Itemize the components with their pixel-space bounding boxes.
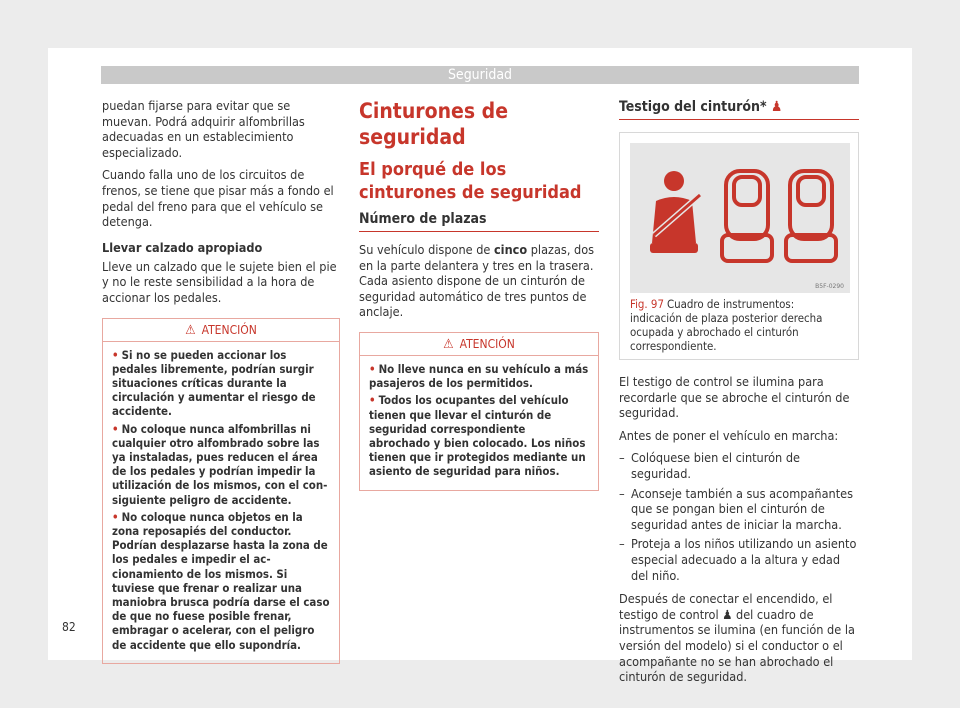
column-1: [102, 98, 340, 664]
paragraph: El testigo de control se ilumina para recordarle que se abroche el cinturón de seguridad.: [619, 374, 850, 421]
seatbelt-indicator-illustration: [630, 143, 850, 293]
seatbelt-person-icon: [650, 171, 700, 253]
seat-icon: [722, 171, 772, 261]
column-3: [619, 98, 859, 692]
seatbelt-person-icon: ♟: [722, 606, 733, 622]
page-number: 82: [62, 620, 76, 634]
figure-caption: Fig. 97 Cuadro de instrumentos: indicación de plaza posterior derecha ocupada y abrochado el cinturón correspondiente.: [630, 297, 823, 353]
figure-box: [619, 132, 859, 360]
paragraph: Lleve un calzado que le sujete bien el pie y no le reste sensibilidad a la hora de accionar los pedales.: [102, 258, 337, 305]
topic-heading: Número de plazas: [359, 210, 599, 232]
warning-box: [102, 318, 340, 664]
list-item: – Colóquese bien el cinturón de seguridad.: [619, 450, 801, 481]
paragraph: Antes de poner el vehículo en marcha:: [619, 427, 839, 443]
paragraph: Su vehículo dispone de cinco plazas, dos en la parte delantera y tres en la trasera. Cada asiento dispone de un cinturón de seguridad automático de tres puntos de anclaje.: [359, 242, 595, 320]
paragraph: Después de conectar el encendido, el testigo de control ♟ del cuadro de instrumentos se ilumina (en función de la versión del modelo) si el conductor o el acompañante no se han abrochado el cinturón de seguridad.: [619, 591, 855, 685]
seatbelt-person-icon: ♟: [770, 99, 783, 115]
warning-bullet: • No coloque nunca objetos en la zona reposapiés del conductor. Podrían desplazarse hasta la zona de los pedales e impedir el accionamiento de los mismos. Si tuviese que frenar o realizar una maniobra brusca podría darse el caso de que no fuese posible frenar, embragar o acelerar, con el peligro de accidente que ello supondría.: [112, 509, 330, 652]
paragraph: Cuando falla uno de los circuitos de frenos, se tiene que pisar más a fondo el pedal del freno para que el vehículo se detenga.: [102, 167, 334, 230]
warning-triangle-icon: ⚠: [443, 336, 454, 352]
subheading: Llevar calzado apropiado: [102, 239, 263, 255]
section-subtitle: El porqué de los cinturones de seguridad: [359, 159, 582, 203]
column-2: [359, 98, 599, 491]
topic-heading: Testigo del cinturón* ♟: [619, 98, 859, 120]
figure-image: [630, 143, 850, 293]
list-item: – Proteja a los niños utilizando un asiento especial adecuado a la altura y edad del niño.: [619, 536, 857, 583]
warning-header: [360, 333, 598, 356]
warning-title: ATENCIÓN: [459, 336, 515, 351]
figure-code: B5F-0290: [815, 283, 844, 290]
warning-header: [103, 319, 339, 342]
warning-bullet: • Si no se pueden accionar los pedales libremente, podrían surgir situaciones críticas durante la circulación y aumentar el riesgo de accidente.: [112, 347, 316, 419]
warning-bullet: • No coloque nunca alfombrillas ni cualquier otro alfombrado sobre las ya instaladas, pues reducen el área de los pedales y podrían impedir la utilización de los mismos, con el consiguiente peligro de accidente.: [112, 421, 328, 507]
warning-title: ATENCIÓN: [201, 322, 257, 337]
warning-box: [359, 332, 599, 491]
list-item: – Aconseje también a sus acompañantes que se pongan bien el cinturón de seguridad antes de iniciar la marcha.: [619, 485, 854, 532]
warning-bullet: • No lleve nunca en su vehículo a más pasajeros de los permitidos.: [369, 361, 589, 391]
warning-bullet: • Todos los ocupantes del vehículo tienen que llevar el cinturón de seguridad correspondiente abrochado y bien colocado. Los niños tienen que ir protegidos mediante un asiento de seguridad para niños.: [369, 393, 586, 479]
paragraph: puedan fijarse para evitar que se muevan. Podrá adquirir alfombrillas adecuadas en un establecimiento especializado.: [102, 98, 305, 160]
warning-triangle-icon: ⚠: [185, 322, 196, 338]
seat-icon: [786, 171, 836, 261]
section-title: Cinturones de seguridad: [359, 99, 509, 149]
page-header: Seguridad: [101, 66, 859, 84]
